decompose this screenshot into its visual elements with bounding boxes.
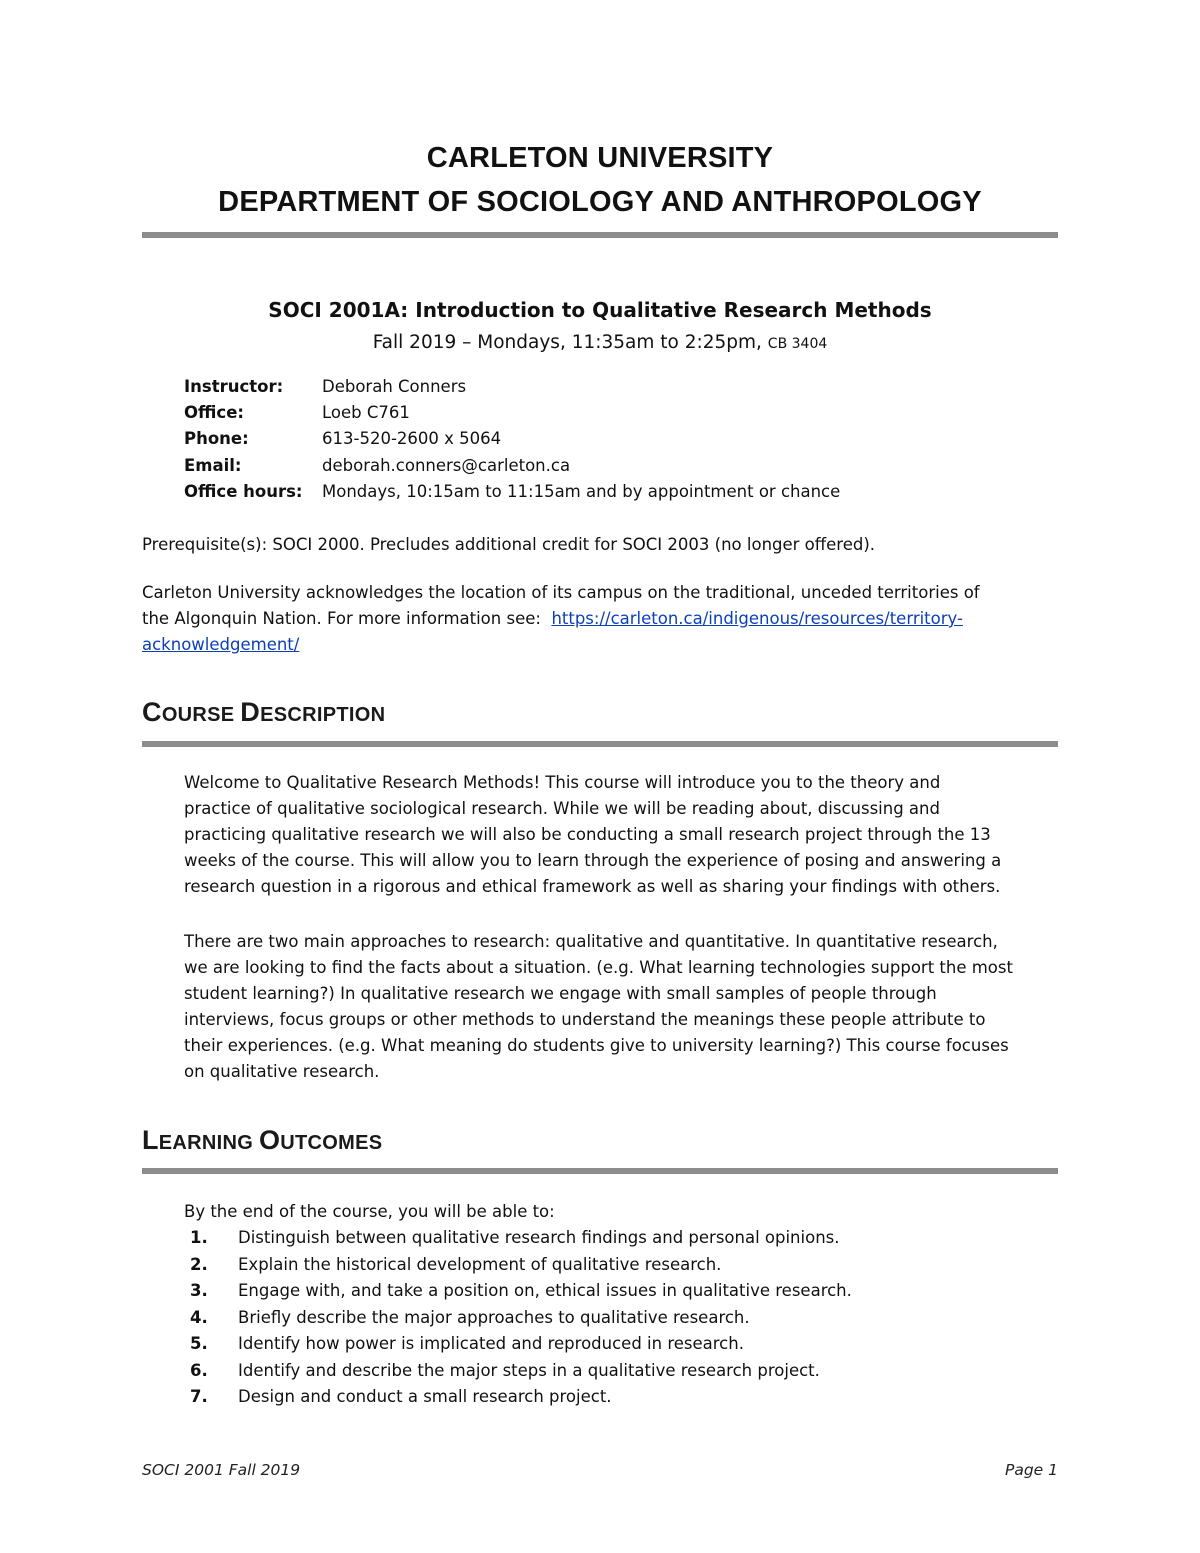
heading-rest: EARNING — [158, 1132, 254, 1154]
department-name: DEPARTMENT OF SOCIOLOGY AND ANTHROPOLOGY — [218, 186, 982, 218]
learning-outcomes-intro: By the end of the course, you will be able to: — [184, 1202, 555, 1221]
learning-outcomes-heading — [142, 1125, 382, 1156]
territory-link-part-1[interactable]: https://carleton.ca/indigenous/resources/territory- — [551, 609, 963, 628]
course-description-divider — [142, 741, 1058, 747]
ack-line-1: Carleton University acknowledges the location of its campus on the traditional, unceded territories of — [142, 583, 980, 602]
text-line: interviews, focus groups or other methods to understand the meanings these people attribute to — [184, 1010, 986, 1029]
item-text: Engage with, and take a position on, ethical issues in qualitative research. — [238, 1281, 852, 1300]
ack-line-2 — [142, 606, 1058, 632]
prerequisite-text: Prerequisite(s): SOCI 2000. Precludes additional credit for SOCI 2003 (no longer offered). — [142, 535, 876, 554]
item-number: 2. — [190, 1254, 208, 1274]
list-item — [184, 1252, 852, 1279]
heading-initial: O — [258, 1125, 281, 1155]
course-schedule — [0, 332, 1200, 353]
item-text: Distinguish between qualitative research findings and personal opinions. — [238, 1228, 840, 1247]
footer-course: SOCI 2001 Fall 2019 — [142, 1461, 301, 1479]
course-description-heading — [142, 697, 385, 728]
item-number: 3. — [190, 1281, 208, 1300]
heading-rest: UTCOMES — [280, 1132, 383, 1154]
item-number: 1. — [190, 1228, 208, 1247]
text-line: weeks of the course. This will allow you to learn through the experience of posing and answering a — [184, 851, 1002, 870]
learning-outcomes-list — [184, 1225, 852, 1411]
heading-initial: L — [142, 1125, 159, 1155]
text-line: their experiences. (e.g. What meaning do students give to university learning?) This course focuses — [184, 1036, 1009, 1055]
course-title: SOCI 2001A: Introduction to Qualitative Research Methods — [268, 298, 932, 322]
text-line: practicing qualitative research we will also be conducting a small research project through the 13 — [184, 825, 991, 844]
ack-line-2-text: the Algonquin Nation. For more information see: — [142, 609, 541, 628]
info-label: Email: — [184, 456, 242, 475]
list-item — [184, 1358, 852, 1385]
item-number: 4. — [190, 1307, 208, 1327]
header-divider — [142, 232, 1058, 238]
info-value: Loeb C761 — [322, 403, 410, 422]
info-value: deborah.conners@carleton.ca — [322, 456, 571, 475]
university-name: CARLETON UNIVERSITY — [426, 142, 774, 174]
info-value: Deborah Conners — [322, 377, 467, 396]
item-text: Briefly describe the major approaches to qualitative research. — [238, 1307, 750, 1327]
item-number: 5. — [190, 1334, 208, 1353]
list-item — [184, 1305, 852, 1332]
text-line: There are two main approaches to research: qualitative and quantitative. In quantitative research, — [184, 932, 998, 951]
list-item — [184, 1278, 852, 1305]
territory-acknowledgement — [142, 580, 1058, 658]
info-label: Office hours: — [184, 482, 303, 501]
text-line: practice of qualitative sociological research. While we will be reading about, discussing and — [184, 799, 940, 818]
heading-initial: C — [142, 697, 162, 727]
info-label: Phone: — [184, 429, 249, 448]
list-item — [184, 1384, 852, 1411]
text-line: we are looking to find the facts about a situation. (e.g. What learning technologies support the most — [184, 958, 1013, 977]
info-value: 613-520-2600 x 5064 — [322, 429, 502, 448]
item-number: 7. — [190, 1387, 208, 1406]
course-description-para-2 — [184, 929, 1064, 1085]
info-value: Mondays, 10:15am to 11:15am and by appointment or chance — [322, 482, 841, 501]
course-room: CB 3404 — [767, 336, 828, 352]
text-line: Welcome to Qualitative Research Methods! This course will introduce you to the theory and — [184, 773, 941, 792]
heading-rest: OURSE — [161, 704, 235, 726]
footer-page-number: Page 1 — [1004, 1461, 1058, 1479]
item-text: Design and conduct a small research project. — [238, 1387, 612, 1406]
territory-link-part-2[interactable]: acknowledgement/ — [142, 635, 300, 654]
ack-line-3 — [142, 632, 1058, 658]
item-number: 6. — [190, 1360, 208, 1380]
item-text: Identify how power is implicated and reproduced in research. — [238, 1334, 744, 1353]
heading-initial: D — [240, 697, 261, 727]
text-line: research question in a rigorous and ethical framework as well as sharing your findings with others. — [184, 877, 1001, 896]
learning-outcomes-divider — [142, 1168, 1058, 1174]
item-text: Identify and describe the major steps in a qualitative research project. — [238, 1360, 820, 1380]
heading-rest: ESCRIPTION — [260, 704, 386, 726]
info-label: Instructor: — [184, 377, 284, 396]
list-item — [184, 1331, 852, 1358]
course-schedule-text: Fall 2019 – Mondays, 11:35am to 2:25pm, — [372, 332, 762, 353]
text-line: student learning?) In qualitative research we engage with small samples of people through — [184, 984, 937, 1003]
info-label: Office: — [184, 403, 244, 422]
text-line: on qualitative research. — [184, 1062, 380, 1081]
course-description-para-1 — [184, 770, 1064, 900]
item-text: Explain the historical development of qualitative research. — [238, 1254, 722, 1274]
list-item — [184, 1225, 852, 1252]
